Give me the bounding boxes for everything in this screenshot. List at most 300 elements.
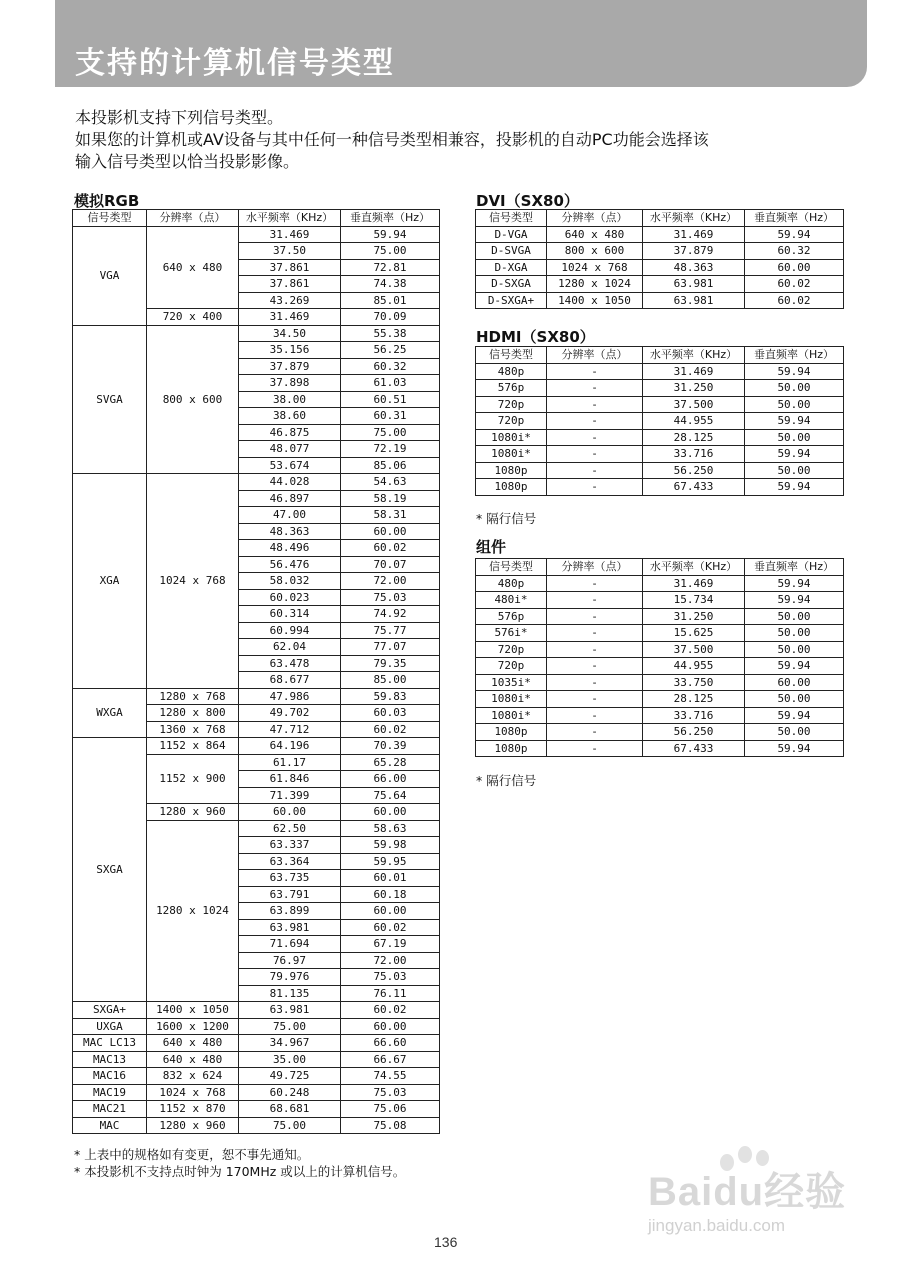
h-freq-cell: 63.337 <box>239 837 341 854</box>
signal-type-cell: 1080i* <box>476 691 547 708</box>
signal-type-cell: 720p <box>476 413 547 430</box>
h-freq-cell: 37.879 <box>239 358 341 375</box>
resolution-cell: 1280 x 1024 <box>547 276 643 293</box>
header-resolution: 分辨率（点） <box>547 559 643 576</box>
signal-type-cell: D-VGA <box>476 226 547 243</box>
h-freq-cell: 31.250 <box>643 608 745 625</box>
v-freq-cell: 60.00 <box>341 804 440 821</box>
signal-type-cell: 1080i* <box>476 429 547 446</box>
hdmi-table <box>475 346 844 496</box>
h-freq-cell: 28.125 <box>643 429 745 446</box>
v-freq-cell: 75.03 <box>341 969 440 986</box>
table-row <box>73 1002 440 1019</box>
analog-rgb-table <box>72 209 440 1134</box>
h-freq-cell: 37.879 <box>643 243 745 260</box>
h-freq-cell: 31.250 <box>643 380 745 397</box>
header-h-freq: 水平频率（KHz） <box>239 210 341 227</box>
table-row <box>73 738 440 755</box>
header-signal-type: 信号类型 <box>476 559 547 576</box>
v-freq-cell: 50.00 <box>745 608 844 625</box>
h-freq-cell: 31.469 <box>239 309 341 326</box>
resolution-cell: - <box>547 707 643 724</box>
v-freq-cell: 75.06 <box>341 1101 440 1118</box>
signal-type-cell: 720p <box>476 641 547 658</box>
resolution-cell: - <box>547 740 643 757</box>
h-freq-cell: 63.981 <box>643 276 745 293</box>
h-freq-cell: 81.135 <box>239 985 341 1002</box>
h-freq-cell: 63.478 <box>239 655 341 672</box>
v-freq-cell: 70.39 <box>341 738 440 755</box>
v-freq-cell: 60.51 <box>341 391 440 408</box>
signal-type-cell: D-SXGA <box>476 276 547 293</box>
v-freq-cell: 60.02 <box>745 276 844 293</box>
v-freq-cell: 54.63 <box>341 474 440 491</box>
v-freq-cell: 59.94 <box>745 446 844 463</box>
h-freq-cell: 34.50 <box>239 325 341 342</box>
v-freq-cell: 59.94 <box>745 575 844 592</box>
signal-type-cell: 1080p <box>476 462 547 479</box>
h-freq-cell: 67.433 <box>643 479 745 496</box>
v-freq-cell: 50.00 <box>745 625 844 642</box>
h-freq-cell: 44.028 <box>239 474 341 491</box>
v-freq-cell: 59.94 <box>745 413 844 430</box>
h-freq-cell: 60.248 <box>239 1084 341 1101</box>
table-row <box>476 707 844 724</box>
v-freq-cell: 60.00 <box>341 903 440 920</box>
resolution-cell: - <box>547 413 643 430</box>
h-freq-cell: 37.861 <box>239 276 341 293</box>
h-freq-cell: 31.469 <box>643 575 745 592</box>
h-freq-cell: 68.677 <box>239 672 341 689</box>
v-freq-cell: 66.00 <box>341 771 440 788</box>
v-freq-cell: 59.94 <box>745 479 844 496</box>
h-freq-cell: 49.725 <box>239 1068 341 1085</box>
v-freq-cell: 60.00 <box>341 523 440 540</box>
v-freq-cell: 58.31 <box>341 507 440 524</box>
v-freq-cell: 50.00 <box>745 429 844 446</box>
intro-text <box>75 107 709 173</box>
h-freq-cell: 31.469 <box>239 226 341 243</box>
resolution-cell: - <box>547 462 643 479</box>
v-freq-cell: 65.28 <box>341 754 440 771</box>
resolution-cell: 1152 x 900 <box>147 754 239 804</box>
v-freq-cell: 60.32 <box>745 243 844 260</box>
h-freq-cell: 37.500 <box>643 396 745 413</box>
h-freq-cell: 48.363 <box>643 259 745 276</box>
header-resolution: 分辨率（点） <box>547 210 643 227</box>
h-freq-cell: 67.433 <box>643 740 745 757</box>
v-freq-cell: 59.94 <box>745 707 844 724</box>
signal-type-cell: 1080p <box>476 740 547 757</box>
resolution-cell: 800 x 600 <box>147 325 239 474</box>
resolution-cell: - <box>547 575 643 592</box>
v-freq-cell: 59.94 <box>745 740 844 757</box>
header-v-freq: 垂直频率（Hz） <box>745 347 844 364</box>
component-title: 组件 <box>476 538 507 556</box>
v-freq-cell: 50.00 <box>745 724 844 741</box>
v-freq-cell: 50.00 <box>745 691 844 708</box>
signal-type-cell: SXGA <box>73 738 147 1002</box>
resolution-cell: 800 x 600 <box>547 243 643 260</box>
h-freq-cell: 68.681 <box>239 1101 341 1118</box>
h-freq-cell: 63.364 <box>239 853 341 870</box>
v-freq-cell: 60.32 <box>341 358 440 375</box>
h-freq-cell: 63.791 <box>239 886 341 903</box>
h-freq-cell: 34.967 <box>239 1035 341 1052</box>
table-row <box>73 1084 440 1101</box>
signal-type-cell: 1080i* <box>476 707 547 724</box>
v-freq-cell: 76.11 <box>341 985 440 1002</box>
v-freq-cell: 75.64 <box>341 787 440 804</box>
analog-note-2: * 本投影机不支持点时钟为 170MHz 或以上的计算机信号。 <box>74 1164 406 1179</box>
h-freq-cell: 47.00 <box>239 507 341 524</box>
component-note: * 隔行信号 <box>476 773 537 788</box>
baidu-jingyan-watermark <box>648 1140 858 1250</box>
v-freq-cell: 50.00 <box>745 380 844 397</box>
v-freq-cell: 60.00 <box>341 1018 440 1035</box>
table-row <box>476 292 844 309</box>
v-freq-cell: 75.77 <box>341 622 440 639</box>
h-freq-cell: 56.476 <box>239 556 341 573</box>
table-row <box>476 226 844 243</box>
h-freq-cell: 33.716 <box>643 446 745 463</box>
h-freq-cell: 47.712 <box>239 721 341 738</box>
resolution-cell: - <box>547 592 643 609</box>
signal-type-cell: 480p <box>476 575 547 592</box>
table-row <box>476 592 844 609</box>
table-row <box>476 641 844 658</box>
resolution-cell: - <box>547 674 643 691</box>
v-freq-cell: 72.81 <box>341 259 440 276</box>
v-freq-cell: 85.06 <box>341 457 440 474</box>
v-freq-cell: 72.00 <box>341 573 440 590</box>
h-freq-cell: 28.125 <box>643 691 745 708</box>
signal-type-cell: 576p <box>476 380 547 397</box>
resolution-cell: - <box>547 363 643 380</box>
table-row <box>476 363 844 380</box>
h-freq-cell: 48.077 <box>239 441 341 458</box>
resolution-cell: - <box>547 446 643 463</box>
h-freq-cell: 33.716 <box>643 707 745 724</box>
signal-type-cell: SXGA+ <box>73 1002 147 1019</box>
v-freq-cell: 60.02 <box>745 292 844 309</box>
h-freq-cell: 47.986 <box>239 688 341 705</box>
h-freq-cell: 43.269 <box>239 292 341 309</box>
h-freq-cell: 37.50 <box>239 243 341 260</box>
resolution-cell: 832 x 624 <box>147 1068 239 1085</box>
hdmi-note: * 隔行信号 <box>476 511 537 526</box>
table-row <box>476 243 844 260</box>
hdmi-title: HDMI（SX80） <box>476 328 595 346</box>
h-freq-cell: 63.981 <box>239 1002 341 1019</box>
h-freq-cell: 35.00 <box>239 1051 341 1068</box>
resolution-cell: - <box>547 380 643 397</box>
v-freq-cell: 58.19 <box>341 490 440 507</box>
h-freq-cell: 76.97 <box>239 952 341 969</box>
signal-type-cell: MAC LC13 <box>73 1035 147 1052</box>
resolution-cell: 1360 x 768 <box>147 721 239 738</box>
signal-type-cell: MAC <box>73 1117 147 1134</box>
table-row <box>73 226 440 243</box>
resolution-cell: 1280 x 960 <box>147 1117 239 1134</box>
v-freq-cell: 70.09 <box>341 309 440 326</box>
header-v-freq: 垂直频率（Hz） <box>745 210 844 227</box>
resolution-cell: 640 x 480 <box>147 1051 239 1068</box>
dvi-table <box>475 209 844 309</box>
v-freq-cell: 66.60 <box>341 1035 440 1052</box>
v-freq-cell: 59.94 <box>341 226 440 243</box>
h-freq-cell: 49.702 <box>239 705 341 722</box>
resolution-cell: 1280 x 960 <box>147 804 239 821</box>
resolution-cell: 1024 x 768 <box>547 259 643 276</box>
v-freq-cell: 59.94 <box>745 363 844 380</box>
v-freq-cell: 59.83 <box>341 688 440 705</box>
resolution-cell: 1600 x 1200 <box>147 1018 239 1035</box>
intro-line: 输入信号类型以恰当投影影像。 <box>75 152 300 171</box>
h-freq-cell: 37.500 <box>643 641 745 658</box>
v-freq-cell: 60.03 <box>341 705 440 722</box>
resolution-cell: 1024 x 768 <box>147 474 239 689</box>
v-freq-cell: 60.00 <box>745 674 844 691</box>
h-freq-cell: 62.04 <box>239 639 341 656</box>
intro-line: 本投影机支持下列信号类型。 <box>75 108 284 127</box>
v-freq-cell: 72.00 <box>341 952 440 969</box>
h-freq-cell: 60.023 <box>239 589 341 606</box>
table-row <box>73 1018 440 1035</box>
v-freq-cell: 75.03 <box>341 1084 440 1101</box>
v-freq-cell: 56.25 <box>341 342 440 359</box>
table-row <box>476 276 844 293</box>
resolution-cell: 720 x 400 <box>147 309 239 326</box>
table-row <box>476 380 844 397</box>
page-title: 支持的计算机信号类型 <box>75 46 395 81</box>
signal-type-cell: MAC21 <box>73 1101 147 1118</box>
signal-type-cell: 1035i* <box>476 674 547 691</box>
signal-type-cell: VGA <box>73 226 147 325</box>
h-freq-cell: 15.734 <box>643 592 745 609</box>
v-freq-cell: 60.18 <box>341 886 440 903</box>
signal-type-cell: UXGA <box>73 1018 147 1035</box>
h-freq-cell: 71.399 <box>239 787 341 804</box>
v-freq-cell: 79.35 <box>341 655 440 672</box>
v-freq-cell: 74.55 <box>341 1068 440 1085</box>
table-row <box>476 429 844 446</box>
table-row <box>476 740 844 757</box>
h-freq-cell: 38.00 <box>239 391 341 408</box>
resolution-cell: 1024 x 768 <box>147 1084 239 1101</box>
table-row <box>73 1068 440 1085</box>
component-table <box>475 558 844 757</box>
resolution-cell: - <box>547 724 643 741</box>
table-row <box>476 413 844 430</box>
v-freq-cell: 60.02 <box>341 721 440 738</box>
h-freq-cell: 64.196 <box>239 738 341 755</box>
h-freq-cell: 31.469 <box>643 226 745 243</box>
v-freq-cell: 60.02 <box>341 540 440 557</box>
table-row <box>73 474 440 491</box>
v-freq-cell: 75.00 <box>341 243 440 260</box>
resolution-cell: - <box>547 608 643 625</box>
h-freq-cell: 37.898 <box>239 375 341 392</box>
h-freq-cell: 63.981 <box>643 292 745 309</box>
resolution-cell: - <box>547 641 643 658</box>
table-row <box>73 1117 440 1134</box>
header-signal-type: 信号类型 <box>476 347 547 364</box>
signal-type-cell: 1080p <box>476 479 547 496</box>
v-freq-cell: 74.38 <box>341 276 440 293</box>
header-h-freq: 水平频率（KHz） <box>643 210 745 227</box>
h-freq-cell: 63.899 <box>239 903 341 920</box>
signal-type-cell: 720p <box>476 396 547 413</box>
table-row <box>476 259 844 276</box>
h-freq-cell: 44.955 <box>643 658 745 675</box>
resolution-cell: - <box>547 691 643 708</box>
table-row <box>476 691 844 708</box>
v-freq-cell: 50.00 <box>745 396 844 413</box>
table-row <box>476 479 844 496</box>
signal-type-cell: 576i* <box>476 625 547 642</box>
v-freq-cell: 60.00 <box>745 259 844 276</box>
h-freq-cell: 75.00 <box>239 1018 341 1035</box>
table-row <box>476 608 844 625</box>
v-freq-cell: 59.94 <box>745 658 844 675</box>
h-freq-cell: 53.674 <box>239 457 341 474</box>
h-freq-cell: 61.846 <box>239 771 341 788</box>
resolution-cell: 1152 x 864 <box>147 738 239 755</box>
header-v-freq: 垂直频率（Hz） <box>341 210 440 227</box>
resolution-cell: 1280 x 1024 <box>147 820 239 1002</box>
signal-type-cell: MAC13 <box>73 1051 147 1068</box>
h-freq-cell: 35.156 <box>239 342 341 359</box>
resolution-cell: 640 x 480 <box>147 1035 239 1052</box>
dvi-title: DVI（SX80） <box>476 192 579 210</box>
table-row <box>476 396 844 413</box>
v-freq-cell: 59.98 <box>341 837 440 854</box>
v-freq-cell: 59.95 <box>341 853 440 870</box>
h-freq-cell: 62.50 <box>239 820 341 837</box>
table-row <box>476 462 844 479</box>
v-freq-cell: 77.07 <box>341 639 440 656</box>
h-freq-cell: 79.976 <box>239 969 341 986</box>
watermark-url: jingyan.baidu.com <box>648 1216 786 1235</box>
v-freq-cell: 67.19 <box>341 936 440 953</box>
resolution-cell: 1400 x 1050 <box>147 1002 239 1019</box>
table-row <box>476 674 844 691</box>
analog-note-1: * 上表中的规格如有变更，恕不事先通知。 <box>74 1147 310 1162</box>
h-freq-cell: 44.955 <box>643 413 745 430</box>
h-freq-cell: 60.314 <box>239 606 341 623</box>
v-freq-cell: 55.38 <box>341 325 440 342</box>
table-row <box>73 325 440 342</box>
v-freq-cell: 85.00 <box>341 672 440 689</box>
signal-type-cell: 1080p <box>476 724 547 741</box>
v-freq-cell: 60.02 <box>341 919 440 936</box>
signal-type-cell: MAC19 <box>73 1084 147 1101</box>
h-freq-cell: 38.60 <box>239 408 341 425</box>
table-row <box>73 1035 440 1052</box>
header-signal-type: 信号类型 <box>73 210 147 227</box>
h-freq-cell: 71.694 <box>239 936 341 953</box>
h-freq-cell: 75.00 <box>239 1117 341 1134</box>
v-freq-cell: 75.03 <box>341 589 440 606</box>
table-row <box>73 688 440 705</box>
v-freq-cell: 66.67 <box>341 1051 440 1068</box>
resolution-cell: 640 x 480 <box>547 226 643 243</box>
h-freq-cell: 60.994 <box>239 622 341 639</box>
signal-type-cell: 576p <box>476 608 547 625</box>
h-freq-cell: 31.469 <box>643 363 745 380</box>
resolution-cell: - <box>547 429 643 446</box>
h-freq-cell: 56.250 <box>643 724 745 741</box>
header-resolution: 分辨率（点） <box>547 347 643 364</box>
resolution-cell: 1400 x 1050 <box>547 292 643 309</box>
v-freq-cell: 58.63 <box>341 820 440 837</box>
v-freq-cell: 85.01 <box>341 292 440 309</box>
v-freq-cell: 50.00 <box>745 462 844 479</box>
table-row <box>476 575 844 592</box>
h-freq-cell: 61.17 <box>239 754 341 771</box>
table-row <box>476 658 844 675</box>
h-freq-cell: 37.861 <box>239 259 341 276</box>
v-freq-cell: 75.00 <box>341 424 440 441</box>
h-freq-cell: 33.750 <box>643 674 745 691</box>
signal-type-cell: D-SVGA <box>476 243 547 260</box>
header-v-freq: 垂直频率（Hz） <box>745 559 844 576</box>
signal-type-cell: D-SXGA+ <box>476 292 547 309</box>
h-freq-cell: 15.625 <box>643 625 745 642</box>
v-freq-cell: 72.19 <box>341 441 440 458</box>
h-freq-cell: 56.250 <box>643 462 745 479</box>
page-number: 136 <box>434 1234 458 1250</box>
v-freq-cell: 60.31 <box>341 408 440 425</box>
table-row <box>476 625 844 642</box>
table-row <box>73 1101 440 1118</box>
signal-type-cell: WXGA <box>73 688 147 738</box>
h-freq-cell: 48.363 <box>239 523 341 540</box>
v-freq-cell: 59.94 <box>745 226 844 243</box>
v-freq-cell: 59.94 <box>745 592 844 609</box>
h-freq-cell: 58.032 <box>239 573 341 590</box>
table-row <box>476 446 844 463</box>
h-freq-cell: 63.735 <box>239 870 341 887</box>
resolution-cell: 1280 x 768 <box>147 688 239 705</box>
signal-type-cell: XGA <box>73 474 147 689</box>
resolution-cell: 640 x 480 <box>147 226 239 309</box>
v-freq-cell: 60.01 <box>341 870 440 887</box>
header-h-freq: 水平频率（KHz） <box>643 559 745 576</box>
signal-type-cell: 480i* <box>476 592 547 609</box>
v-freq-cell: 70.07 <box>341 556 440 573</box>
header-h-freq: 水平频率（KHz） <box>643 347 745 364</box>
v-freq-cell: 61.03 <box>341 375 440 392</box>
resolution-cell: - <box>547 479 643 496</box>
resolution-cell: 1280 x 800 <box>147 705 239 722</box>
h-freq-cell: 46.875 <box>239 424 341 441</box>
header-resolution: 分辨率（点） <box>147 210 239 227</box>
h-freq-cell: 46.897 <box>239 490 341 507</box>
v-freq-cell: 60.02 <box>341 1002 440 1019</box>
header-signal-type: 信号类型 <box>476 210 547 227</box>
table-row <box>73 1051 440 1068</box>
signal-type-cell: SVGA <box>73 325 147 474</box>
signal-type-cell: 480p <box>476 363 547 380</box>
h-freq-cell: 60.00 <box>239 804 341 821</box>
v-freq-cell: 75.08 <box>341 1117 440 1134</box>
signal-type-cell: 720p <box>476 658 547 675</box>
v-freq-cell: 74.92 <box>341 606 440 623</box>
title-bar <box>55 0 867 87</box>
analog-rgb-title: 模拟RGB <box>74 192 140 210</box>
